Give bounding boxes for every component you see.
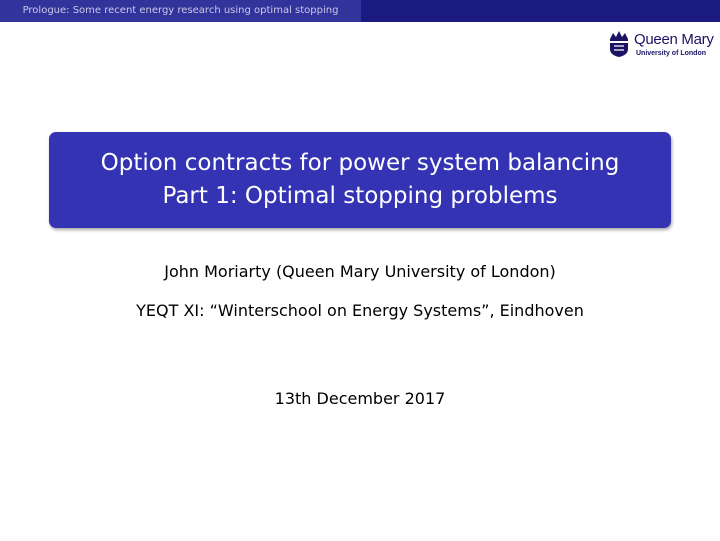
logo-name: Queen Mary	[634, 31, 714, 48]
title-line-2: Part 1: Optimal stopping problems	[162, 183, 558, 209]
institute: YEQT XI: “Winterschool on Energy Systems”, Eindhoven	[136, 301, 584, 320]
title-line-1: Option contracts for power system balancing	[100, 150, 620, 176]
section-title[interactable]: Prologue: Some recent energy research using optimal stopping	[0, 0, 361, 22]
crown-crest-icon	[604, 30, 634, 58]
date: 13th December 2017	[274, 389, 446, 408]
headline-right-panel	[361, 0, 720, 22]
university-logo	[604, 28, 716, 62]
author: John Moriarty (Queen Mary University of London)	[164, 262, 556, 281]
logo-subtitle: University of London	[636, 50, 706, 57]
title-box	[49, 132, 671, 228]
slide-headline-bar	[0, 0, 720, 22]
